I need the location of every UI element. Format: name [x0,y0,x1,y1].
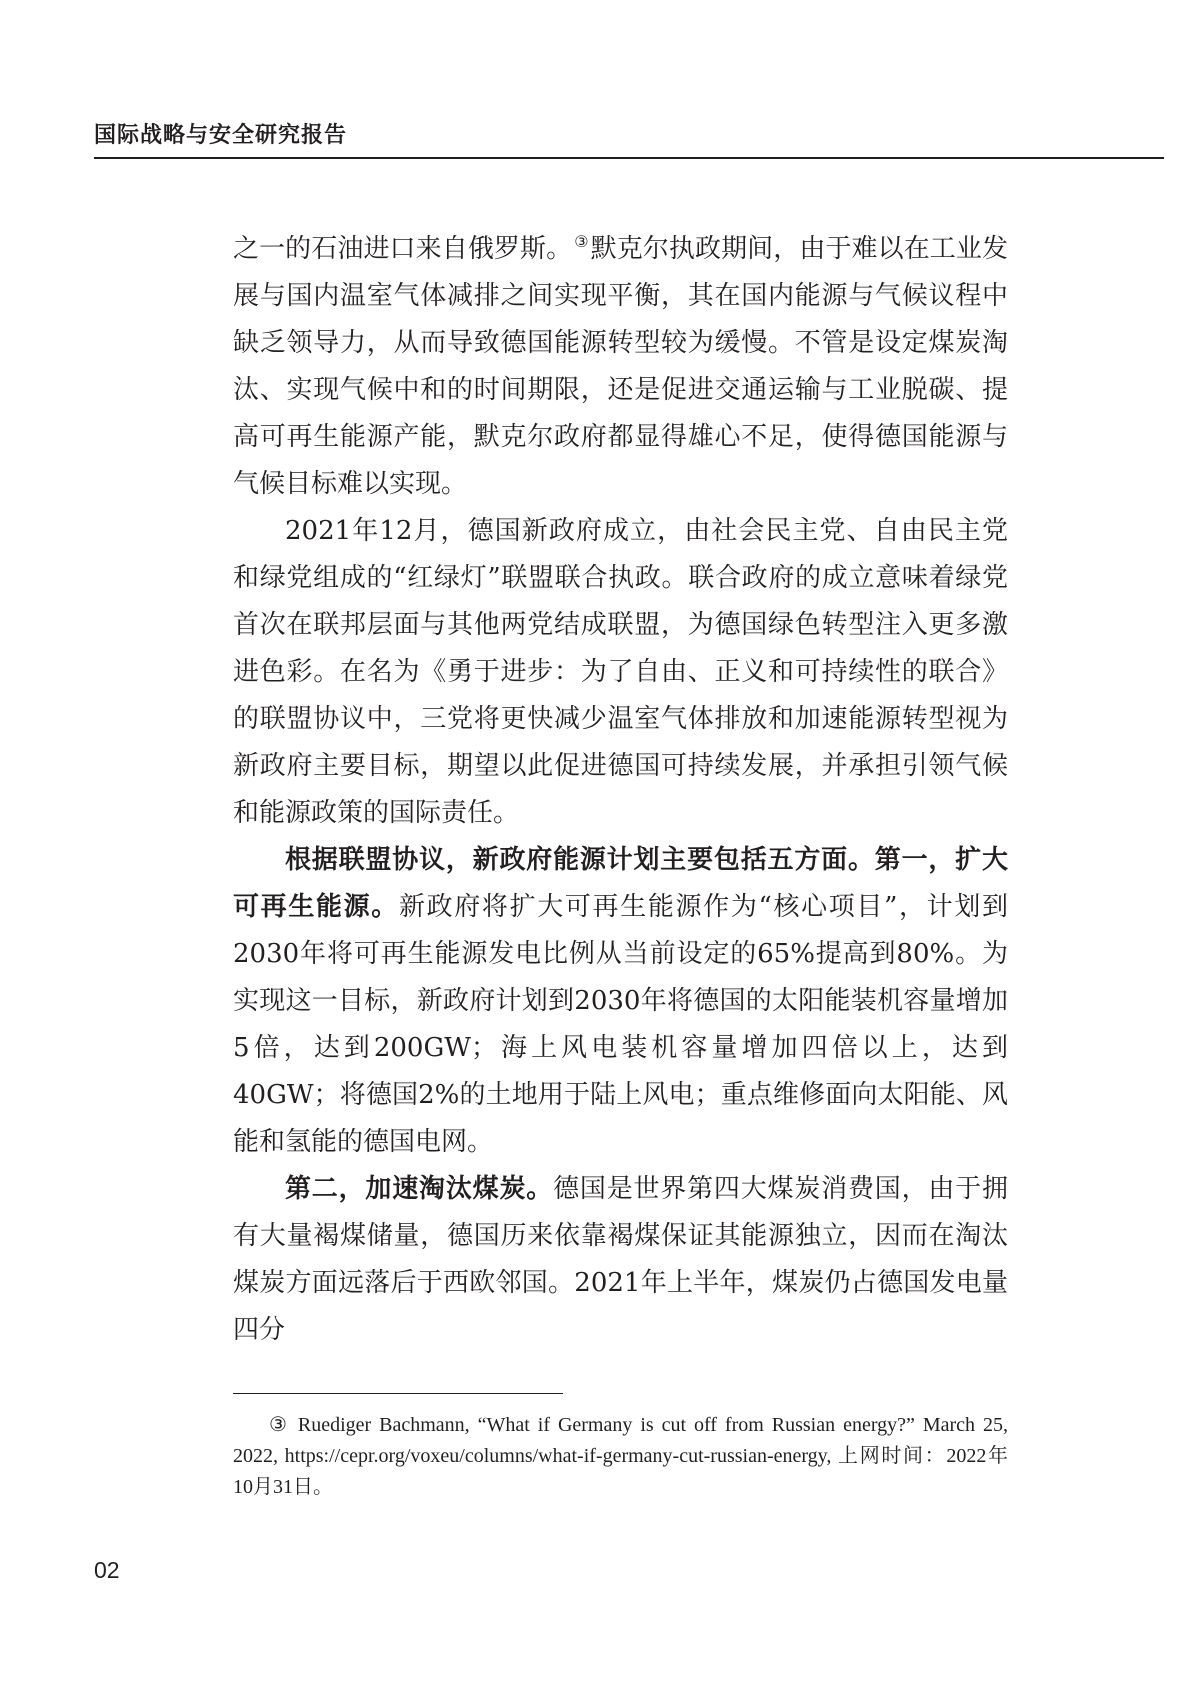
footnote-3: ③ Ruediger Bachmann, “What if Germany is cut off from Russian energy?” March 25, 2022, https://cepr.org/voxeu/columns/what-if-germany-cut-russian-energy, 上网时间：2022年10月31日。 [233,1414,1008,1498]
paragraph-1-rest: 默克尔执政期间，由于难以在工业发展与国内温室气体减排之间实现平衡，其在国内能源与气候议程中缺乏领导力，从而导致德国能源转型较为缓慢。不管是设定煤炭淘汰、实现气候中和的时间期限，还是促进交通运输与工业脱碳、提高可再生能源产能，默克尔政府都显得雄心不足，使得德国能源与气候目标难以实现。 [233,234,1008,499]
paragraph-3-text: 新政府将扩大可再生能源作为“核心项目”，计划到2030年将可再生能源发电比例从当前设定的65%提高到80%。为实现这一目标，新政府计划到2030年将德国的太阳能装机容量增加5倍，达到200GW；海上风电装机容量增加四倍以上，达到40GW；将德国2%的土地用于陆上风电；重点维修面向太阳能、风能和氢能的德国电网。 [233,892,1008,1157]
running-header-title: 国际战略与安全研究报告 [94,123,348,148]
page-number: 02 [94,1557,120,1583]
paragraph-2: 2021年12月，德国新政府成立，由社会民主党、自由民主党和绿党组成的“红绿灯”联盟联合执政。联合政府的成立意味着绿党首次在联邦层面与其他两党结成联盟，为德国绿色转型注入更多激进色彩。在名为《勇于进步：为了自由、正义和可持续性的联合》的联盟协议中，三党将更快减少温室气体排放和加速能源转型视为新政府主要目标，期望以此促进德国可持续发展，并承担引领气候和能源政策的国际责任。 [233,516,1008,828]
footnote-divider [233,1393,563,1394]
paragraph-3-heading: 根据联盟协议，新政府能源计划主要包括五方面。第一，扩大可再生能源。 [233,845,1008,922]
paragraph-4-heading: 第二，加速淘汰煤炭。 [285,1174,554,1204]
header-divider [94,157,1164,159]
paragraph-4-text: 德国是世界第四大煤炭消费国，由于拥有大量褐煤储量，德国历来依靠褐煤保证其能源独立，因而在淘汰煤炭方面远落后于西欧邻国。2021年上半年，煤炭仍占德国发电量四分 [233,1174,1008,1345]
paragraph-1 [233,226,1008,508]
paragraph-1-start: 之一的石油进口来自俄罗斯。 [233,234,573,264]
body-text [233,226,1008,1354]
paragraph-3 [233,837,1008,1166]
paragraph-4 [233,1166,1008,1354]
footnote-reference-3[interactable]: ③ [574,232,589,251]
